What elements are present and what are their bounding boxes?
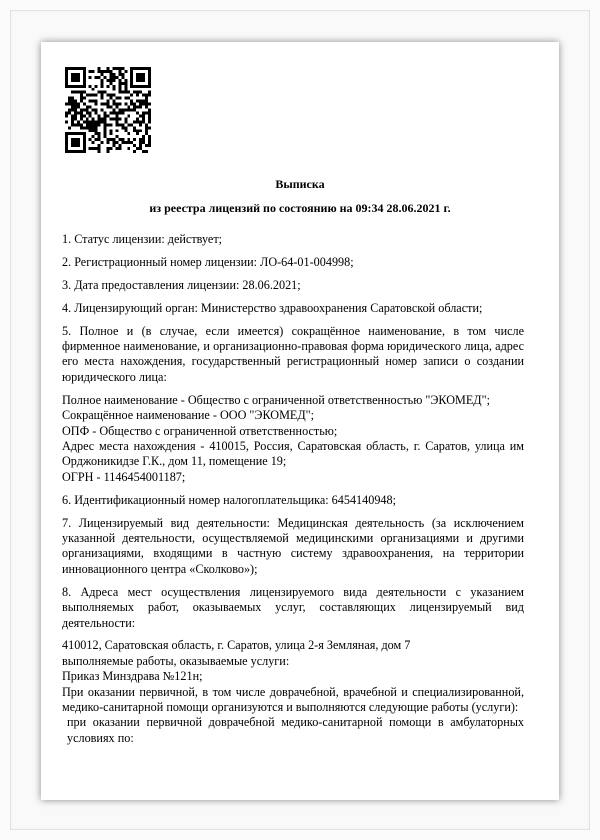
order-ref: Приказ Минздрава №121н; [62,669,203,684]
company-short-name: Сокращённое наименование - ООО "ЭКОМЕД"; [62,408,315,423]
license-status: 1. Статус лицензии: действует; [62,232,223,246]
outpatient-text: при оказании первичной доврачебной медико-санитарной помощи в амбулаторных условиях по: [67,715,524,745]
name-section-intro: 5. Полное и (в случае, если имеется) сокращённое наименование, в том числе фирменное наименование, и организационно-правовая форма юридического лица, адрес его места нахождения, государственный регистрационный номер записи о создании юридического лица: [62,323,524,384]
company-full-name: Полное наименование - Общество с ограниченной ответственностью "ЭКОМЕД"; [62,392,490,407]
place-details [62,638,524,746]
taxpayer-id: 6. Идентификационный номер налогоплательщика: 6454140948; [62,492,397,507]
licensing-authority: 4. Лицензирующий орган: Министерство здравоохранения Саратовской области; [62,300,483,315]
document-subtitle: из реестра лицензий по состоянию на 09:34 28.06.2021 г. [149,201,451,215]
company-ogrn: ОГРН - 1146454001187; [62,469,186,484]
primary-care-text: При оказании первичной, в том числе доврачебной, врачебной и специализированной, медико-санитарной помощи организуются и выполняются следующие работы (услуги): [62,684,524,715]
company-details [62,393,524,485]
licensed-activity: 7. Лицензируемый вид деятельности: Медицинская деятельность (за исключением указанной деятельности, осуществляемой медицинскими организациями и другими организациями, входящими в частную систему здравоохранения, на территории инновационного центра «Сколково»); [62,515,524,576]
qr-code-icon [65,67,151,153]
license-issue-date: 3. Дата предоставления лицензии: 28.06.2021; [62,277,301,292]
document-title: Выписка [275,177,325,191]
company-address: Адрес места нахождения - 410015, Россия, Саратовская область, г. Саратов, улица им Орджоникидзе Г.К., дом 11, помещение 19; [62,438,524,469]
company-opf: ОПФ - Общество с ограниченной ответственностью; [62,423,338,438]
document-page [41,42,559,800]
works-label: выполняемые работы, оказываемые услуги: [62,653,290,668]
document-body [62,232,524,746]
license-reg-number: 2. Регистрационный номер лицензии: ЛО-64-01-004998; [62,254,354,269]
place-address: 410012, Саратовская область, г. Саратов, улица 2-я Земляная, дом 7 [62,638,411,653]
places-intro: 8. Адреса мест осуществления лицензируемого вида деятельности с указанием выполняемых работ, оказываемых услуг, составляющих лицензируемый вид деятельности: [62,584,524,630]
